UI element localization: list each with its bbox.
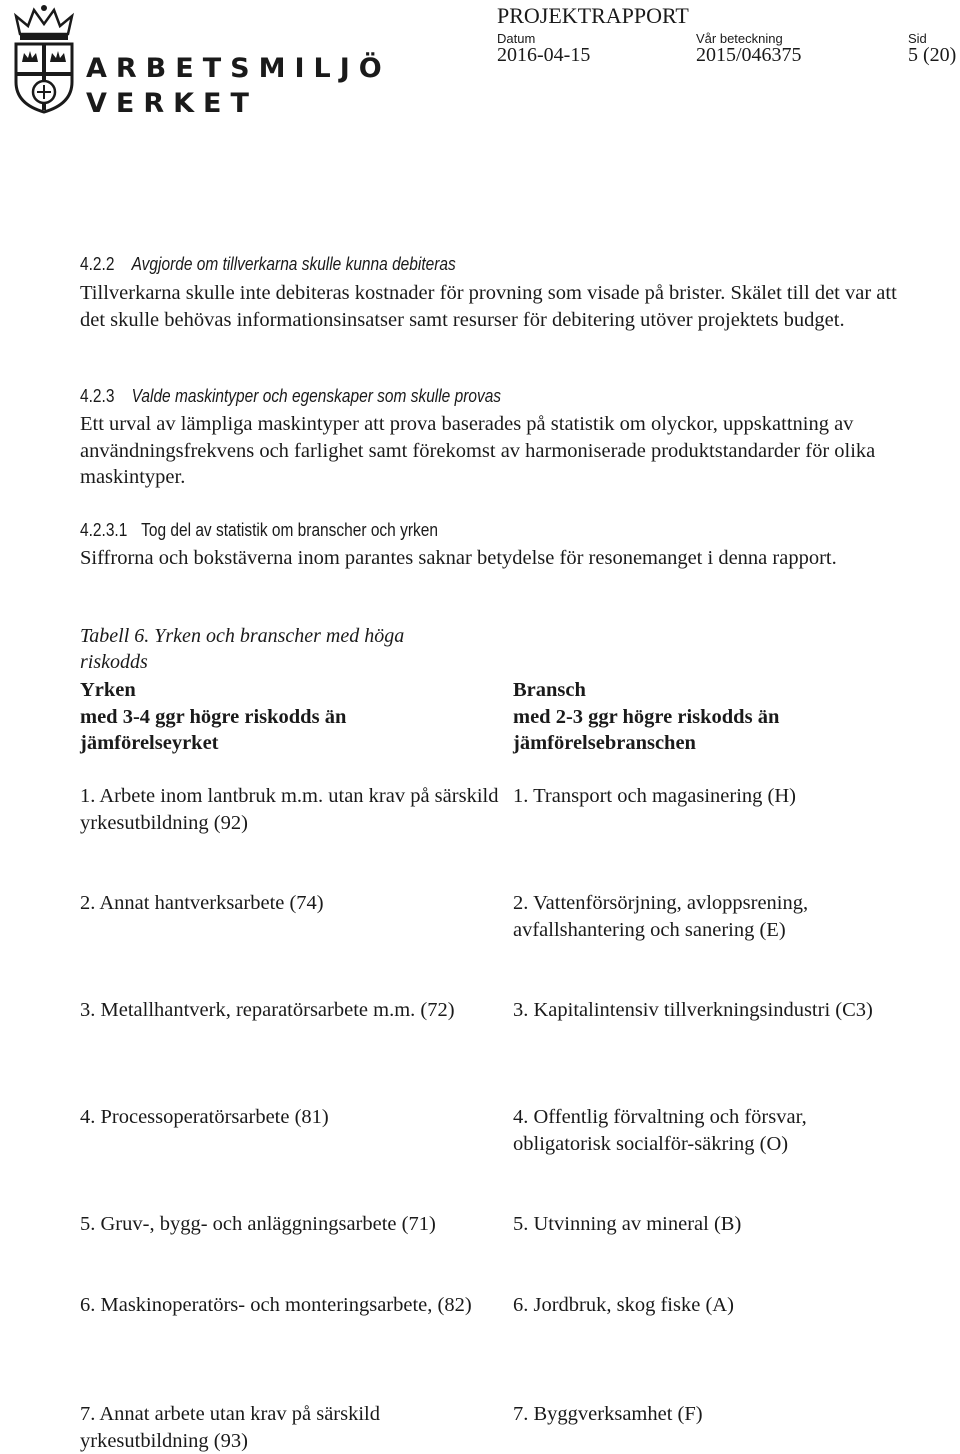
section-heading [80,254,456,275]
section-number: 4.2.3 [80,386,115,406]
column-header-text: Yrken med 3-4 ggr högre riskodds än jämförelseyrket [80,679,347,755]
table-cell-bransch: 6. Jordbruk, skog fiske (A) [513,1294,734,1316]
date-value: 2016-04-15 [497,44,591,66]
table-column-header-yrken [80,677,410,757]
table-column-header-bransch [513,677,833,757]
page-value: 5 (20) [908,44,957,66]
reference-value: 2015/046375 [696,44,802,66]
section-paragraph: Tillverkarna skulle inte debiteras kostnader för provning som visade på brister. Skälet till det var att det skulle behövas informationsinsatser samt resurser för debitering utöver projektets budget. [80,282,897,331]
section-title: Valde maskintyper och egenskaper som skulle provas [131,386,502,406]
section-heading [80,520,438,541]
table-cell-bransch: 5. Utvinning av mineral (B) [513,1213,742,1235]
table-cell-bransch: 7. Byggverksamhet (F) [513,1403,703,1425]
org-name-line1: ARBETSMILJÖ [86,53,391,84]
section-title: Avgjorde om tillverkarna skulle kunna debiteras [131,254,456,274]
table-cell-yrke: 2. Annat hantverksarbete (74) [80,892,324,914]
table-cell-yrke: 5. Gruv-, bygg- och anläggningsarbete (71) [80,1213,436,1235]
document-type: PROJEKTRAPPORT [497,3,689,28]
coat-of-arms-logo [6,4,82,114]
reference-label: Vår beteckning [696,31,783,46]
org-name-line2: VERKET [86,88,258,119]
section-paragraph: Siffrorna och bokstäverna inom parantes saknar betydelse för resonemanget i denna rapport. [80,547,837,569]
date-label: Datum [497,31,536,46]
section-number: 4.2.2 [80,254,115,274]
table-cell-bransch: 1. Transport och magasinering (H) [513,785,796,807]
table-caption: Tabell 6. Yrken och branscher med höga riskodds [80,625,405,673]
section-paragraph: Ett urval av lämpliga maskintyper att prova baserades på statistik om olyckor, uppskattning av användningsfrekvens och farlighet samt förekomst av harmoniserade produktstandarder för olika maskintyper. [80,413,876,489]
section-heading [80,386,501,407]
section-title: Tog del av statistik om branscher och yrken [141,520,438,540]
table-cell-yrke: 1. Arbete inom lantbruk m.m. utan krav på särskild yrkesutbildning (92) [80,785,499,834]
page-label: Sid [908,31,927,46]
table-cell-yrke: 4. Processoperatörsarbete (81) [80,1106,329,1128]
section-number: 4.2.3.1 [80,520,128,540]
table-cell-yrke: 3. Metallhantverk, reparatörsarbete m.m. (72) [80,999,455,1021]
table-cell-bransch: 3. Kapitalintensiv tillverkningsindustri (C3) [513,999,873,1021]
table-cell-yrke: 7. Annat arbete utan krav på särskild yrkesutbildning (93) [80,1403,381,1452]
table-cell-bransch: 4. Offentlig förvaltning och försvar, obligatorisk socialför-säkring (O) [513,1106,807,1155]
table-cell-yrke: 6. Maskinoperatörs- och monteringsarbete, (82) [80,1294,472,1316]
table-cell-bransch: 2. Vattenförsörjning, avloppsrening, avfallshantering och sanering (E) [513,892,809,941]
column-header-text: Bransch med 2-3 ggr högre riskodds än jämförelsebranschen [513,679,780,755]
